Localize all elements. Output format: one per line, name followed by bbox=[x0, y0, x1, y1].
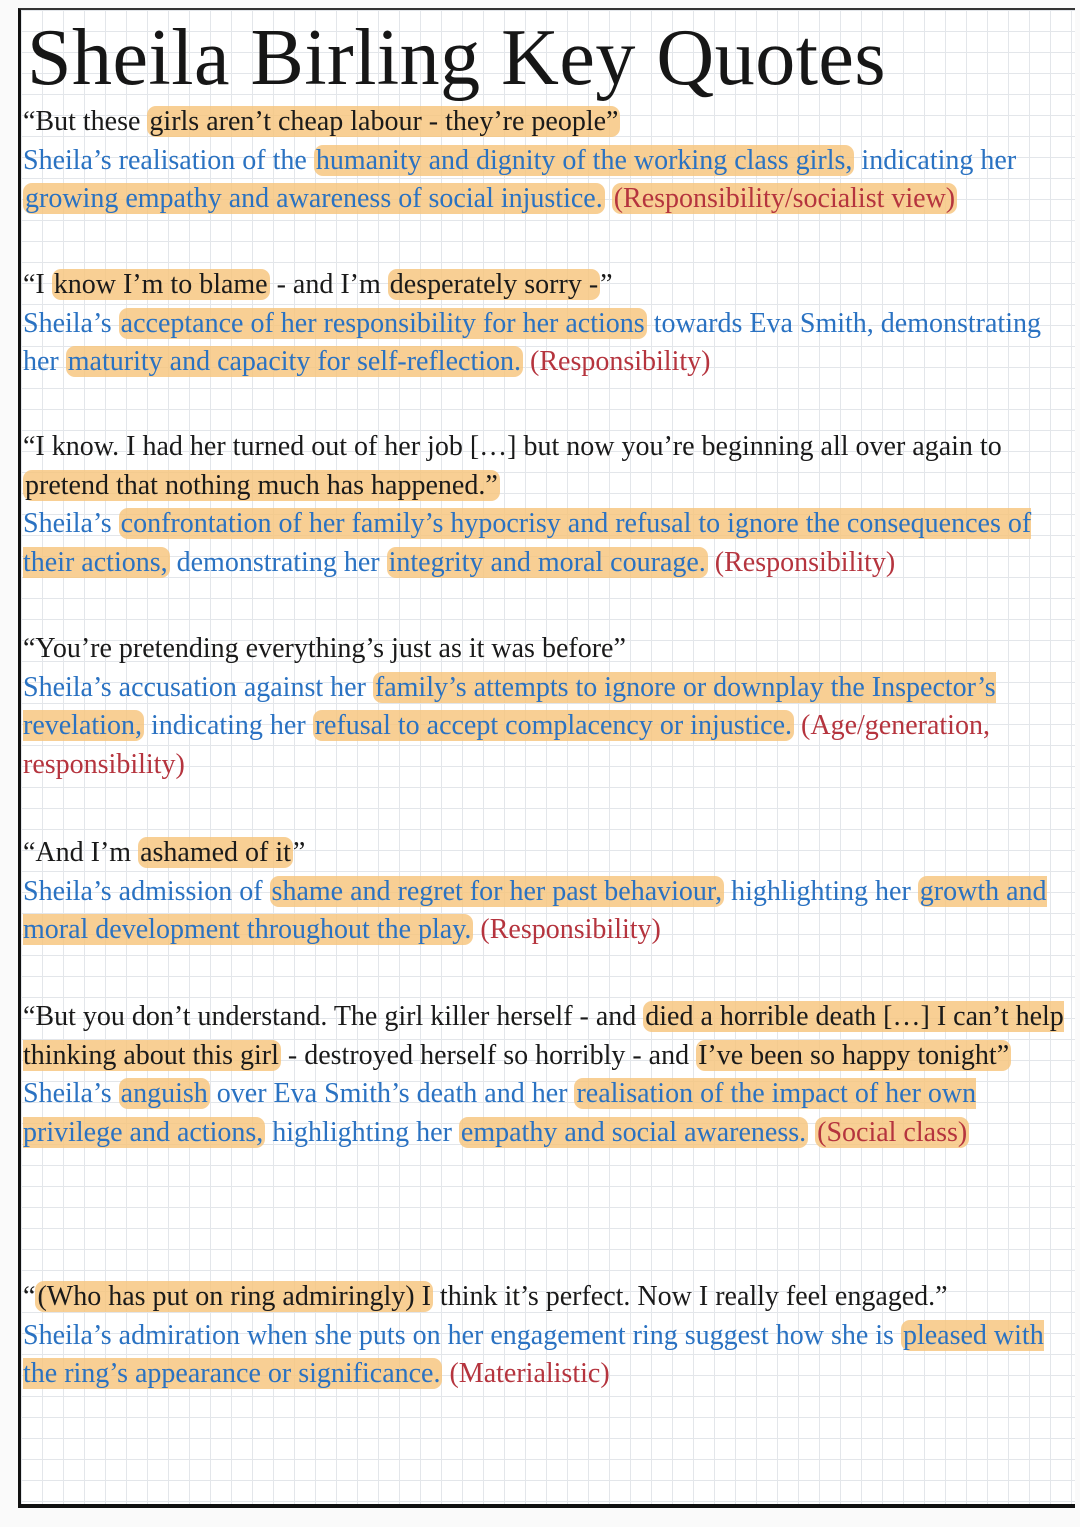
highlight: growing empathy and awareness of social injustice. bbox=[25, 183, 603, 214]
quote-text: “But these girls aren’t cheap labour - they’re people” bbox=[23, 106, 619, 137]
quote-text: “I know. I had her turned out of her job […] but now you’re beginning all over again to pretend that nothing much has happened.” bbox=[23, 431, 1002, 501]
quote-entry bbox=[23, 1278, 1071, 1394]
notes-page bbox=[18, 8, 1075, 1508]
analysis-text: Sheila’s accusation against her family’s attempts to ignore or downplay the Inspector’s revelation, indicating her refusal to accept complacency or injustice. (Age/generation, responsibility) bbox=[23, 671, 996, 780]
theme-label: (Responsibility/socialist view) bbox=[613, 183, 956, 214]
quote-text: “But you don’t understand. The girl killer herself - and died a horrible death […] I can’t help thinking about this girl - destroyed herself so horribly - and I’ve been so happy tonight” bbox=[23, 1001, 1064, 1071]
highlight: ashamed of it bbox=[140, 837, 291, 868]
analysis-text: Sheila’s anguish over Eva Smith’s death and her realisation of the impact of her own privilege and actions, highlighting her empathy and social awareness. (Social class) bbox=[23, 1078, 977, 1148]
analysis-text: Sheila’s admiration when she puts on her engagement ring suggest how she is pleased with the ring’s appearance or significance. (Materialistic) bbox=[23, 1319, 1044, 1389]
highlight: I’ve been so happy tonight” bbox=[698, 1039, 1010, 1071]
analysis-text: Sheila’s confrontation of her family’s hypocrisy and refusal to ignore the consequences of their actions, demonstrating her integrity and moral courage. (Responsibility) bbox=[23, 508, 1032, 578]
quote-text: “(Who has put on ring admiringly) I think it’s perfect. Now I really feel engaged.” bbox=[23, 1281, 948, 1312]
theme-label: (Age/generation, responsibility) bbox=[23, 710, 990, 780]
quote-entry bbox=[23, 428, 1071, 582]
highlight: pretend that nothing much has happened.” bbox=[25, 469, 498, 501]
quote-entry bbox=[23, 630, 1071, 784]
theme-label: (Social class) bbox=[817, 1116, 968, 1148]
theme-label: (Responsibility) bbox=[530, 346, 711, 377]
highlight: (Who has put on ring admiringly) I bbox=[37, 1281, 431, 1312]
theme-label: (Responsibility) bbox=[480, 914, 661, 945]
highlight: desperately sorry - bbox=[389, 269, 599, 300]
highlight: know I’m to blame bbox=[53, 269, 268, 300]
page-title: Sheila Birling Key Quotes bbox=[27, 14, 887, 102]
quote-entry bbox=[23, 266, 1071, 382]
highlight: growth and moral development throughout the play. bbox=[23, 875, 1047, 945]
highlight: pleased with the ring’s appearance or significance. bbox=[23, 1319, 1044, 1389]
quote-text: “And I’m ashamed of it” bbox=[23, 837, 306, 868]
highlight: realisation of the impact of her own privilege and actions, bbox=[23, 1078, 977, 1148]
analysis-text: Sheila’s realisation of the humanity and dignity of the working class girls, indicating her growing empathy and awareness of social injustice. (Responsibility/socialist view) bbox=[23, 144, 1017, 214]
highlight: humanity and dignity of the working class girls, bbox=[315, 144, 853, 176]
highlight: maturity and capacity for self-reflection. bbox=[67, 346, 522, 377]
highlight: family’s attempts to ignore or downplay the Inspector’s revelation, bbox=[23, 671, 996, 741]
highlight: girls aren’t cheap labour - they’re people” bbox=[149, 106, 619, 137]
highlight: shame and regret for her past behaviour, bbox=[271, 875, 723, 907]
quote-entry bbox=[23, 103, 1071, 219]
highlight: acceptance of her responsibility for her actions bbox=[120, 307, 645, 339]
highlight: empathy and social awareness. bbox=[460, 1116, 807, 1148]
theme-label: (Materialistic) bbox=[449, 1358, 610, 1389]
highlight: died a horrible death […] I can’t help thinking about this girl bbox=[23, 1001, 1064, 1071]
analysis-text: Sheila’s acceptance of her responsibility for her actions towards Eva Smith, demonstrating her maturity and capacity for self-reflection. (Responsibility) bbox=[23, 307, 1041, 377]
highlight: integrity and moral courage. bbox=[388, 546, 706, 578]
quote-entry bbox=[23, 998, 1071, 1152]
highlight: anguish bbox=[120, 1078, 208, 1109]
quote-text: “I know I’m to blame - and I’m desperately sorry -” bbox=[23, 269, 613, 300]
analysis-text: Sheila’s admission of shame and regret for her past behaviour, highlighting her growth and moral development throughout the play. (Responsibility) bbox=[23, 875, 1047, 945]
highlight: confrontation of her family’s hypocrisy and refusal to ignore the consequences of their actions, bbox=[23, 508, 1032, 578]
highlight: refusal to accept complacency or injustice. bbox=[314, 710, 793, 741]
quote-text: “You’re pretending everything’s just as it was before” bbox=[23, 633, 626, 664]
quote-entry bbox=[23, 834, 1071, 950]
theme-label: (Responsibility) bbox=[714, 546, 896, 578]
